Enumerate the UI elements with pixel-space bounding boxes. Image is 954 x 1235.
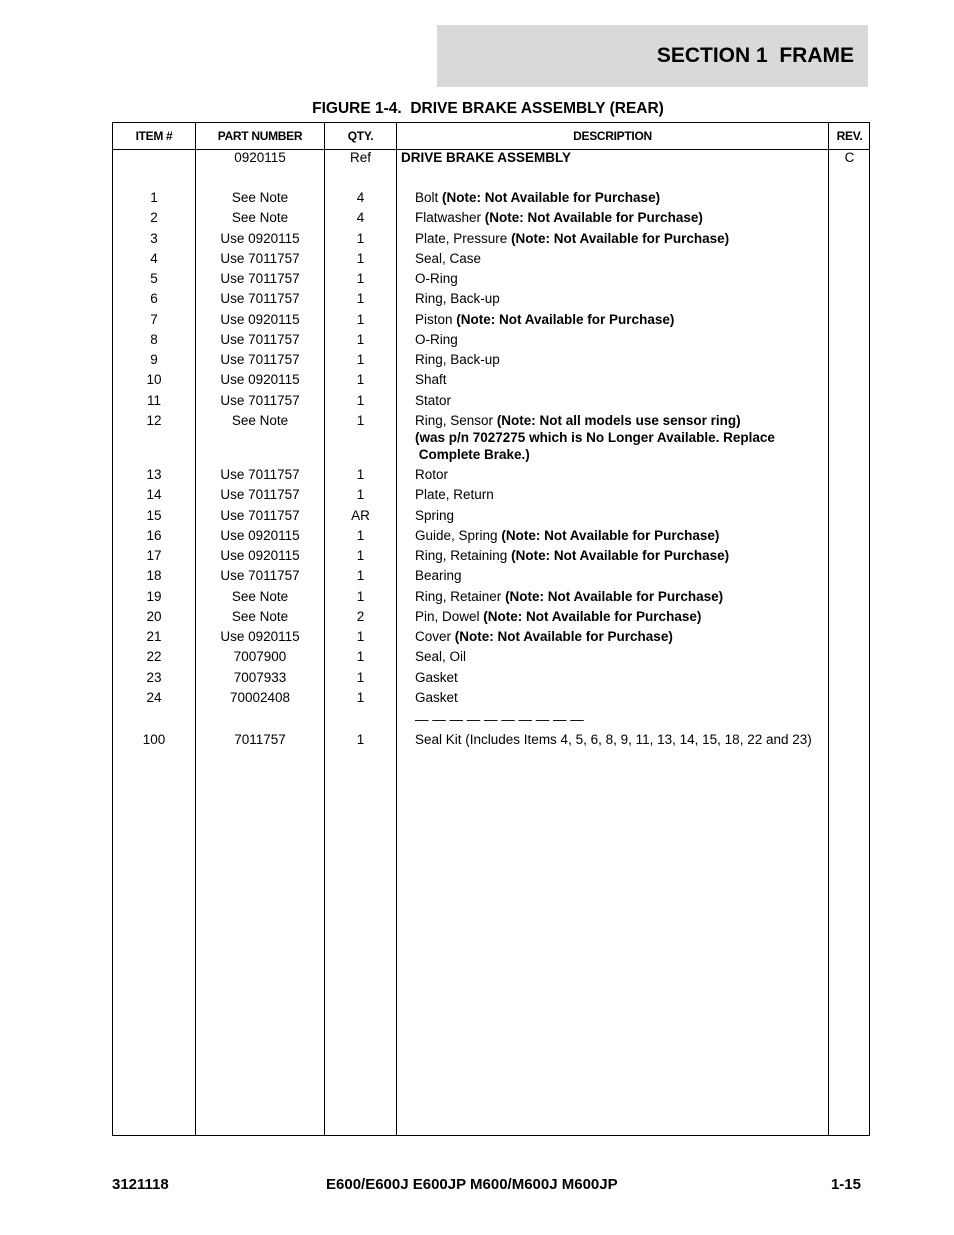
note-continuation: Complete Brake.) bbox=[415, 446, 530, 462]
quantity: 1 bbox=[356, 588, 365, 604]
description-text: Ring, Back-up bbox=[415, 352, 500, 367]
description-text: Bolt bbox=[415, 190, 439, 205]
quantity: 1 bbox=[356, 412, 365, 428]
part-number: Use 7011757 bbox=[220, 352, 300, 367]
purchase-note: (Note: Not Available for Purchase) bbox=[511, 548, 730, 563]
part-number: 7007900 bbox=[233, 649, 287, 665]
item-number: 10 bbox=[146, 372, 162, 388]
item-number: 20 bbox=[146, 608, 162, 624]
purchase-note: (Note: Not Available for Purchase) bbox=[505, 588, 724, 604]
purchase-note: (Note: Not Available for Purchase) bbox=[483, 608, 702, 624]
separator-dashes: — — — — — — — — — — bbox=[415, 712, 584, 727]
item-number: 21 bbox=[146, 629, 162, 644]
description-text: Spring bbox=[415, 507, 455, 523]
part-number: See Note bbox=[231, 210, 289, 226]
description bbox=[415, 331, 835, 348]
item-number: 11 bbox=[146, 392, 161, 408]
purchase-note: (Note: Not Available for Purchase) bbox=[511, 230, 730, 246]
item-number: 9 bbox=[150, 352, 158, 367]
quantity: 4 bbox=[356, 210, 365, 226]
part-number: Use 7011757 bbox=[220, 392, 300, 408]
quantity: 1 bbox=[356, 250, 365, 266]
description bbox=[415, 486, 835, 503]
item-number: 22 bbox=[146, 649, 162, 665]
description-text: Stator bbox=[415, 392, 452, 408]
description bbox=[415, 230, 835, 247]
kit-description: Seal Kit (Includes Items 4, 5, 6, 8, 9, 11, 13, 14, 15, 18, 22 and 23) bbox=[415, 732, 812, 747]
item-number: 16 bbox=[146, 527, 162, 543]
quantity: 1 bbox=[356, 649, 365, 665]
description bbox=[415, 628, 835, 645]
description-text: Gasket bbox=[415, 669, 458, 685]
part-number: Use 7011757 bbox=[220, 487, 300, 503]
section-title: SECTION 1 FRAME bbox=[656, 44, 854, 67]
assembly-qty: Ref bbox=[349, 150, 371, 165]
purchase-note: (Note: Not all models use sensor ring) bbox=[496, 412, 741, 428]
description-text: Gasket bbox=[415, 689, 458, 705]
description bbox=[415, 567, 835, 584]
note-continuation: (was p/n 7027275 which is No Longer Available. Replace bbox=[415, 429, 775, 445]
quantity: 2 bbox=[356, 608, 365, 624]
section-header bbox=[437, 25, 868, 87]
item-number: 2 bbox=[150, 210, 158, 226]
part-number: Use 7011757 bbox=[220, 291, 300, 307]
quantity: 1 bbox=[356, 392, 365, 408]
kit-part-number: 7011757 bbox=[234, 732, 286, 747]
assembly-rev: C bbox=[844, 150, 855, 165]
item-number: 6 bbox=[150, 291, 158, 307]
description bbox=[415, 507, 835, 524]
description-text: O-Ring bbox=[415, 331, 458, 347]
quantity: 1 bbox=[356, 487, 365, 503]
quantity: 1 bbox=[356, 689, 365, 705]
description-text: Pin, Dowel bbox=[415, 608, 480, 624]
item-number: 12 bbox=[146, 412, 162, 428]
item-number: 7 bbox=[150, 311, 158, 327]
item-number: 1 bbox=[150, 190, 158, 205]
item-number: 19 bbox=[146, 588, 162, 604]
description-text: Seal, Oil bbox=[415, 649, 467, 665]
quantity: 1 bbox=[356, 669, 365, 685]
description-text: Ring, Back-up bbox=[415, 291, 500, 307]
description-text: Ring, Sensor bbox=[415, 412, 494, 428]
description-text: Guide, Spring bbox=[415, 527, 498, 543]
footer-models: E600/E600J E600JP M600/M600J M600JP bbox=[326, 1176, 618, 1193]
part-number: Use 7011757 bbox=[220, 331, 300, 347]
part-number: Use 7011757 bbox=[220, 467, 300, 482]
quantity: 1 bbox=[356, 352, 365, 367]
quantity: 1 bbox=[356, 291, 365, 307]
description bbox=[415, 669, 835, 686]
part-number: Use 0920115 bbox=[220, 230, 300, 246]
item-number: 4 bbox=[150, 250, 158, 266]
item-number: 14 bbox=[146, 487, 162, 503]
quantity: 1 bbox=[356, 271, 365, 286]
description bbox=[415, 250, 835, 267]
parts-table bbox=[112, 122, 870, 1136]
description-text: Ring, Retaining bbox=[415, 548, 508, 563]
part-number: Use 0920115 bbox=[220, 629, 300, 644]
column-header-item: ITEM # bbox=[135, 129, 173, 143]
description bbox=[415, 588, 835, 605]
description bbox=[415, 527, 835, 544]
quantity: 1 bbox=[356, 629, 365, 644]
part-number: Use 7011757 bbox=[220, 568, 300, 584]
assembly-part-number: 0920115 bbox=[234, 150, 286, 165]
description bbox=[415, 392, 835, 409]
quantity: 1 bbox=[356, 568, 365, 584]
column-header-part-number: PART NUMBER bbox=[217, 129, 303, 143]
item-number: 18 bbox=[146, 568, 162, 584]
description-text: Seal, Case bbox=[415, 250, 482, 266]
description bbox=[415, 371, 835, 388]
description-text: Cover bbox=[415, 629, 452, 644]
part-number: Use 0920115 bbox=[220, 548, 300, 563]
part-number: 70002408 bbox=[229, 689, 291, 705]
description bbox=[415, 412, 835, 463]
part-number: Use 0920115 bbox=[220, 311, 300, 327]
item-number: 24 bbox=[146, 689, 162, 705]
part-number: See Note bbox=[231, 608, 289, 624]
part-number: Use 7011757 bbox=[220, 250, 300, 266]
item-number: 15 bbox=[146, 507, 162, 523]
item-number: 8 bbox=[150, 331, 158, 347]
description bbox=[415, 689, 835, 706]
assembly-description: DRIVE BRAKE ASSEMBLY bbox=[401, 150, 572, 165]
kit-qty: 1 bbox=[356, 732, 365, 747]
figure-title: FIGURE 1-4. DRIVE BRAKE ASSEMBLY (REAR) bbox=[312, 100, 664, 117]
quantity: 1 bbox=[356, 527, 365, 543]
purchase-note: (Note: Not Available for Purchase) bbox=[501, 527, 720, 543]
column-header-description: DESCRIPTION bbox=[573, 129, 652, 143]
quantity: 1 bbox=[356, 548, 365, 563]
part-number: 7007933 bbox=[233, 669, 287, 685]
quantity: 1 bbox=[356, 372, 365, 388]
item-number: 5 bbox=[150, 271, 158, 286]
description-text: Flatwasher bbox=[415, 210, 482, 226]
description-text: O-Ring bbox=[415, 271, 458, 286]
quantity: 1 bbox=[356, 230, 365, 246]
description bbox=[415, 189, 835, 206]
description-text: Plate, Return bbox=[415, 487, 494, 503]
part-number: Use 7011757 bbox=[220, 507, 300, 523]
description bbox=[415, 608, 835, 625]
description bbox=[415, 547, 835, 564]
column-header-qty: QTY. bbox=[347, 129, 374, 143]
part-number: Use 0920115 bbox=[220, 372, 300, 388]
description bbox=[415, 311, 835, 328]
item-number: 13 bbox=[146, 467, 162, 482]
description-text: Shaft bbox=[415, 372, 447, 388]
description-text: Piston bbox=[415, 311, 453, 327]
quantity: 1 bbox=[356, 311, 365, 327]
description-text: Ring, Retainer bbox=[415, 588, 502, 604]
column-divider bbox=[396, 123, 397, 1135]
part-number: Use 7011757 bbox=[220, 271, 300, 286]
purchase-note: (Note: Not Available for Purchase) bbox=[484, 210, 703, 226]
description bbox=[415, 648, 835, 665]
purchase-note: (Note: Not Available for Purchase) bbox=[442, 190, 661, 205]
description-text: Rotor bbox=[415, 467, 449, 482]
description bbox=[415, 466, 835, 483]
quantity: 1 bbox=[356, 331, 365, 347]
kit-item-number: 100 bbox=[142, 732, 166, 747]
footer-doc-number: 3121118 bbox=[112, 1176, 169, 1193]
item-number: 3 bbox=[150, 230, 158, 246]
part-number: See Note bbox=[231, 190, 289, 205]
quantity: 4 bbox=[356, 190, 365, 205]
part-number: Use 0920115 bbox=[220, 527, 300, 543]
description bbox=[415, 290, 835, 307]
part-number: See Note bbox=[231, 588, 289, 604]
purchase-note: (Note: Not Available for Purchase) bbox=[456, 311, 675, 327]
part-number: See Note bbox=[231, 412, 289, 428]
purchase-note: (Note: Not Available for Purchase) bbox=[454, 629, 673, 644]
item-number: 17 bbox=[146, 548, 162, 563]
description-text: Plate, Pressure bbox=[415, 230, 508, 246]
description-text: Bearing bbox=[415, 568, 462, 584]
description bbox=[415, 270, 835, 287]
quantity: 1 bbox=[356, 467, 365, 482]
column-header-rev: REV. bbox=[836, 129, 863, 143]
item-number: 23 bbox=[146, 669, 162, 685]
footer-page-number: 1-15 bbox=[830, 1176, 861, 1193]
description bbox=[415, 351, 835, 368]
description bbox=[415, 209, 835, 226]
quantity: AR bbox=[351, 507, 370, 523]
